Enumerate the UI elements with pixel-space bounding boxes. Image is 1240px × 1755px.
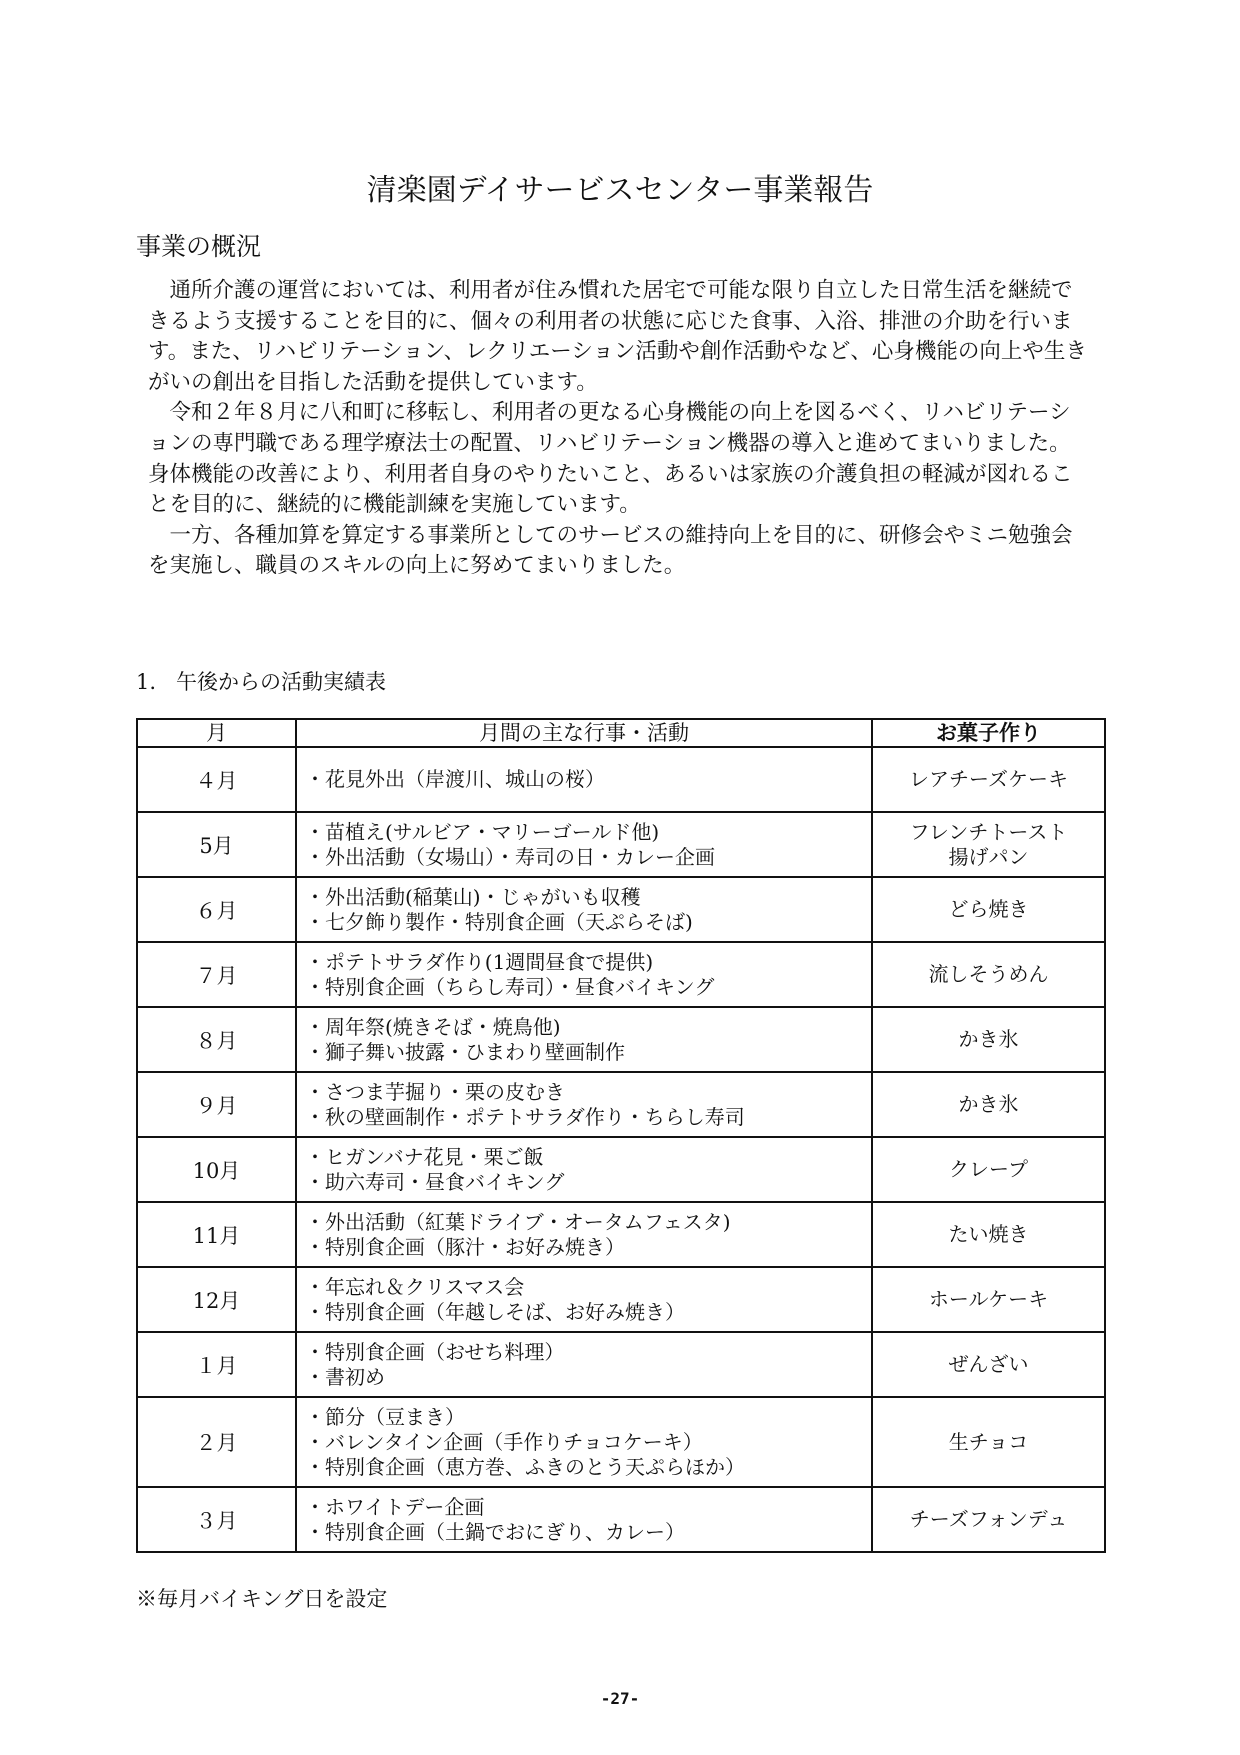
activity-item: ・さつま芋掘り・栗の皮むき xyxy=(305,1079,565,1104)
table-row xyxy=(137,1267,1105,1332)
activities-cell xyxy=(296,1007,872,1072)
sweets-cell xyxy=(872,812,1105,877)
sweets-item: クレープ xyxy=(949,1157,1028,1181)
subsection-title: 午後からの活動実績表 xyxy=(176,670,386,694)
table-row xyxy=(137,1007,1105,1072)
month-cell: 10月 xyxy=(137,1137,296,1202)
section-heading: 事業の概況 xyxy=(136,232,262,261)
sweets-cell xyxy=(872,1072,1105,1137)
sweets-cell xyxy=(872,877,1105,942)
sweets-item: どら焼き xyxy=(948,897,1029,921)
activity-item: ・助六寿司・昼食バイキング xyxy=(305,1169,565,1194)
activity-item: ・特別食企画（土鍋でおにぎり、カレー） xyxy=(305,1519,685,1544)
activity-item: ・ヒガンバナ花見・栗ご飯 xyxy=(305,1144,544,1169)
sweets-item: 生チョコ xyxy=(948,1429,1029,1454)
activity-item: ・ホワイトデー企画 xyxy=(305,1494,485,1519)
paragraph: 一方、各種加算を算定する事業所としてのサービスの維持向上を目的に、研修会やミニ勉強会を実施し、職員のスキルの向上に努めてまいりました。 xyxy=(148,522,1073,579)
month-cell: ４月 xyxy=(137,747,296,812)
sweets-cell xyxy=(872,1202,1105,1267)
table-row xyxy=(137,747,1105,812)
activity-item: ・特別食企画（豚汁・お好み焼き） xyxy=(305,1234,625,1259)
header-month: 月 xyxy=(137,719,296,747)
month-cell: １月 xyxy=(137,1332,296,1397)
sweets-item: ホールケーキ xyxy=(928,1287,1049,1311)
header-sweets: お菓子作り xyxy=(872,719,1105,747)
activities-cell xyxy=(296,1137,872,1202)
table-row xyxy=(137,1137,1105,1202)
subsection-number: 1. xyxy=(136,670,157,694)
table-row xyxy=(137,1072,1105,1137)
activity-item: ・外出活動(稲葉山)・じゃがいも収穫 xyxy=(305,884,641,909)
sweets-cell xyxy=(872,1332,1105,1397)
overview-body xyxy=(148,276,1088,582)
sweets-cell xyxy=(872,1137,1105,1202)
month-cell: ６月 xyxy=(137,877,296,942)
sweets-item: レアチーズケーキ xyxy=(909,767,1068,791)
activities-cell xyxy=(296,942,872,1007)
sweets-item: ぜんざい xyxy=(948,1352,1029,1376)
activity-item: ・苗植え(サルビア・マリーゴールド他) xyxy=(305,819,660,844)
paragraph: 令和２年８月に八和町に移転し、利用者の更なる心身機能の向上を図るべく、リハビリテーションの専門職である理学療法士の配置、リハビリテーション機器の導入と進めてまいりました。身体機能の改善により、利用者自身のやりたいこと、あるいは家族の介護負担の軽減が図れることを目的に、継続的に機能訓練を実施しています。 xyxy=(148,400,1073,518)
activities-cell xyxy=(296,1332,872,1397)
table-row xyxy=(137,877,1105,942)
sweets-cell xyxy=(872,1397,1105,1487)
activities-cell xyxy=(296,1202,872,1267)
month-cell: 11月 xyxy=(137,1202,296,1267)
sweets-cell xyxy=(872,942,1105,1007)
activity-item: ・節分（豆まき） xyxy=(305,1404,465,1429)
sweets-cell xyxy=(872,1487,1105,1552)
header-activities: 月間の主な行事・活動 xyxy=(296,719,872,747)
activity-item: ・特別食企画（恵方巻、ふきのとう天ぷらほか） xyxy=(305,1454,745,1479)
sweets-item: フレンチトースト xyxy=(909,819,1068,844)
activities-cell xyxy=(296,812,872,877)
month-cell: 5月 xyxy=(137,812,296,877)
activity-item: ・年忘れ＆クリスマス会 xyxy=(305,1274,525,1299)
table-row xyxy=(137,812,1105,877)
sweets-cell xyxy=(872,747,1105,812)
table-body xyxy=(137,747,1105,1552)
activities-cell xyxy=(296,877,872,942)
activity-item: ・特別食企画（年越しそば、お好み焼き） xyxy=(305,1299,685,1324)
footnote: ※毎月バイキング日を設定 xyxy=(136,1587,388,1611)
sweets-item: かき氷 xyxy=(958,1027,1019,1051)
sweets-cell xyxy=(872,1267,1105,1332)
sweets-item: 流しそうめん xyxy=(928,962,1049,986)
activity-item: ・獅子舞い披露・ひまわり壁画制作 xyxy=(305,1039,625,1064)
sweets-item: チーズフォンデュ xyxy=(909,1507,1068,1531)
month-cell: ７月 xyxy=(137,942,296,1007)
activities-cell xyxy=(296,1072,872,1137)
table-row xyxy=(137,942,1105,1007)
table-header-row xyxy=(137,719,1105,747)
sweets-item: 揚げパン xyxy=(948,844,1029,869)
table-row xyxy=(137,1397,1105,1487)
activity-item: ・ポテトサラダ作り(1週間昼食で提供) xyxy=(305,949,654,974)
activity-item: ・書初め xyxy=(305,1364,385,1389)
activity-item: ・特別食企画（ちらし寿司）・昼食バイキング xyxy=(305,974,715,999)
paragraph: 通所介護の運営においては、利用者が住み慣れた居宅で可能な限り自立した日常生活を継続できるよう支援することを目的に、個々の利用者の状態に応じた食事、入浴、排泄の介助を行います。また、リハビリテーション、レクリエーション活動や創作活動やなど、心身機能の向上や生きがいの創出を目指した活動を提供しています。 xyxy=(148,278,1087,395)
activity-item: ・バレンタイン企画（手作りチョコケーキ） xyxy=(305,1429,703,1454)
table-row xyxy=(137,1487,1105,1552)
activity-item: ・外出活動（女場山）・寿司の日・カレー企画 xyxy=(305,844,715,869)
subsection-heading xyxy=(136,666,386,696)
month-cell: ２月 xyxy=(137,1397,296,1487)
activity-table xyxy=(136,718,1106,1553)
activities-cell xyxy=(296,1397,872,1487)
month-cell: 12月 xyxy=(137,1267,296,1332)
table-row xyxy=(137,1202,1105,1267)
month-cell: ３月 xyxy=(137,1487,296,1552)
month-cell: ８月 xyxy=(137,1007,296,1072)
activity-item: ・特別食企画（おせち料理） xyxy=(305,1339,565,1364)
activities-cell xyxy=(296,747,872,812)
table-row xyxy=(137,1332,1105,1397)
page-title: 清楽園デイサービスセンター事業報告 xyxy=(366,173,874,208)
sweets-cell xyxy=(872,1007,1105,1072)
sweets-item: たい焼き xyxy=(948,1222,1029,1246)
activities-cell xyxy=(296,1267,872,1332)
page-number: -27- xyxy=(600,1689,640,1708)
activity-item: ・周年祭(焼きそば・焼鳥他) xyxy=(305,1014,561,1039)
activity-item: ・花見外出（岸渡川、城山の桜） xyxy=(305,767,605,791)
activity-item: ・七夕飾り製作・特別食企画（天ぷらそば) xyxy=(305,909,693,934)
activity-item: ・外出活動（紅葉ドライブ・オータムフェスタ) xyxy=(305,1209,731,1234)
month-cell: ９月 xyxy=(137,1072,296,1137)
sweets-item: かき氷 xyxy=(958,1092,1019,1116)
activities-cell xyxy=(296,1487,872,1552)
activity-item: ・秋の壁画制作・ポテトサラダ作り・ちらし寿司 xyxy=(305,1104,745,1129)
